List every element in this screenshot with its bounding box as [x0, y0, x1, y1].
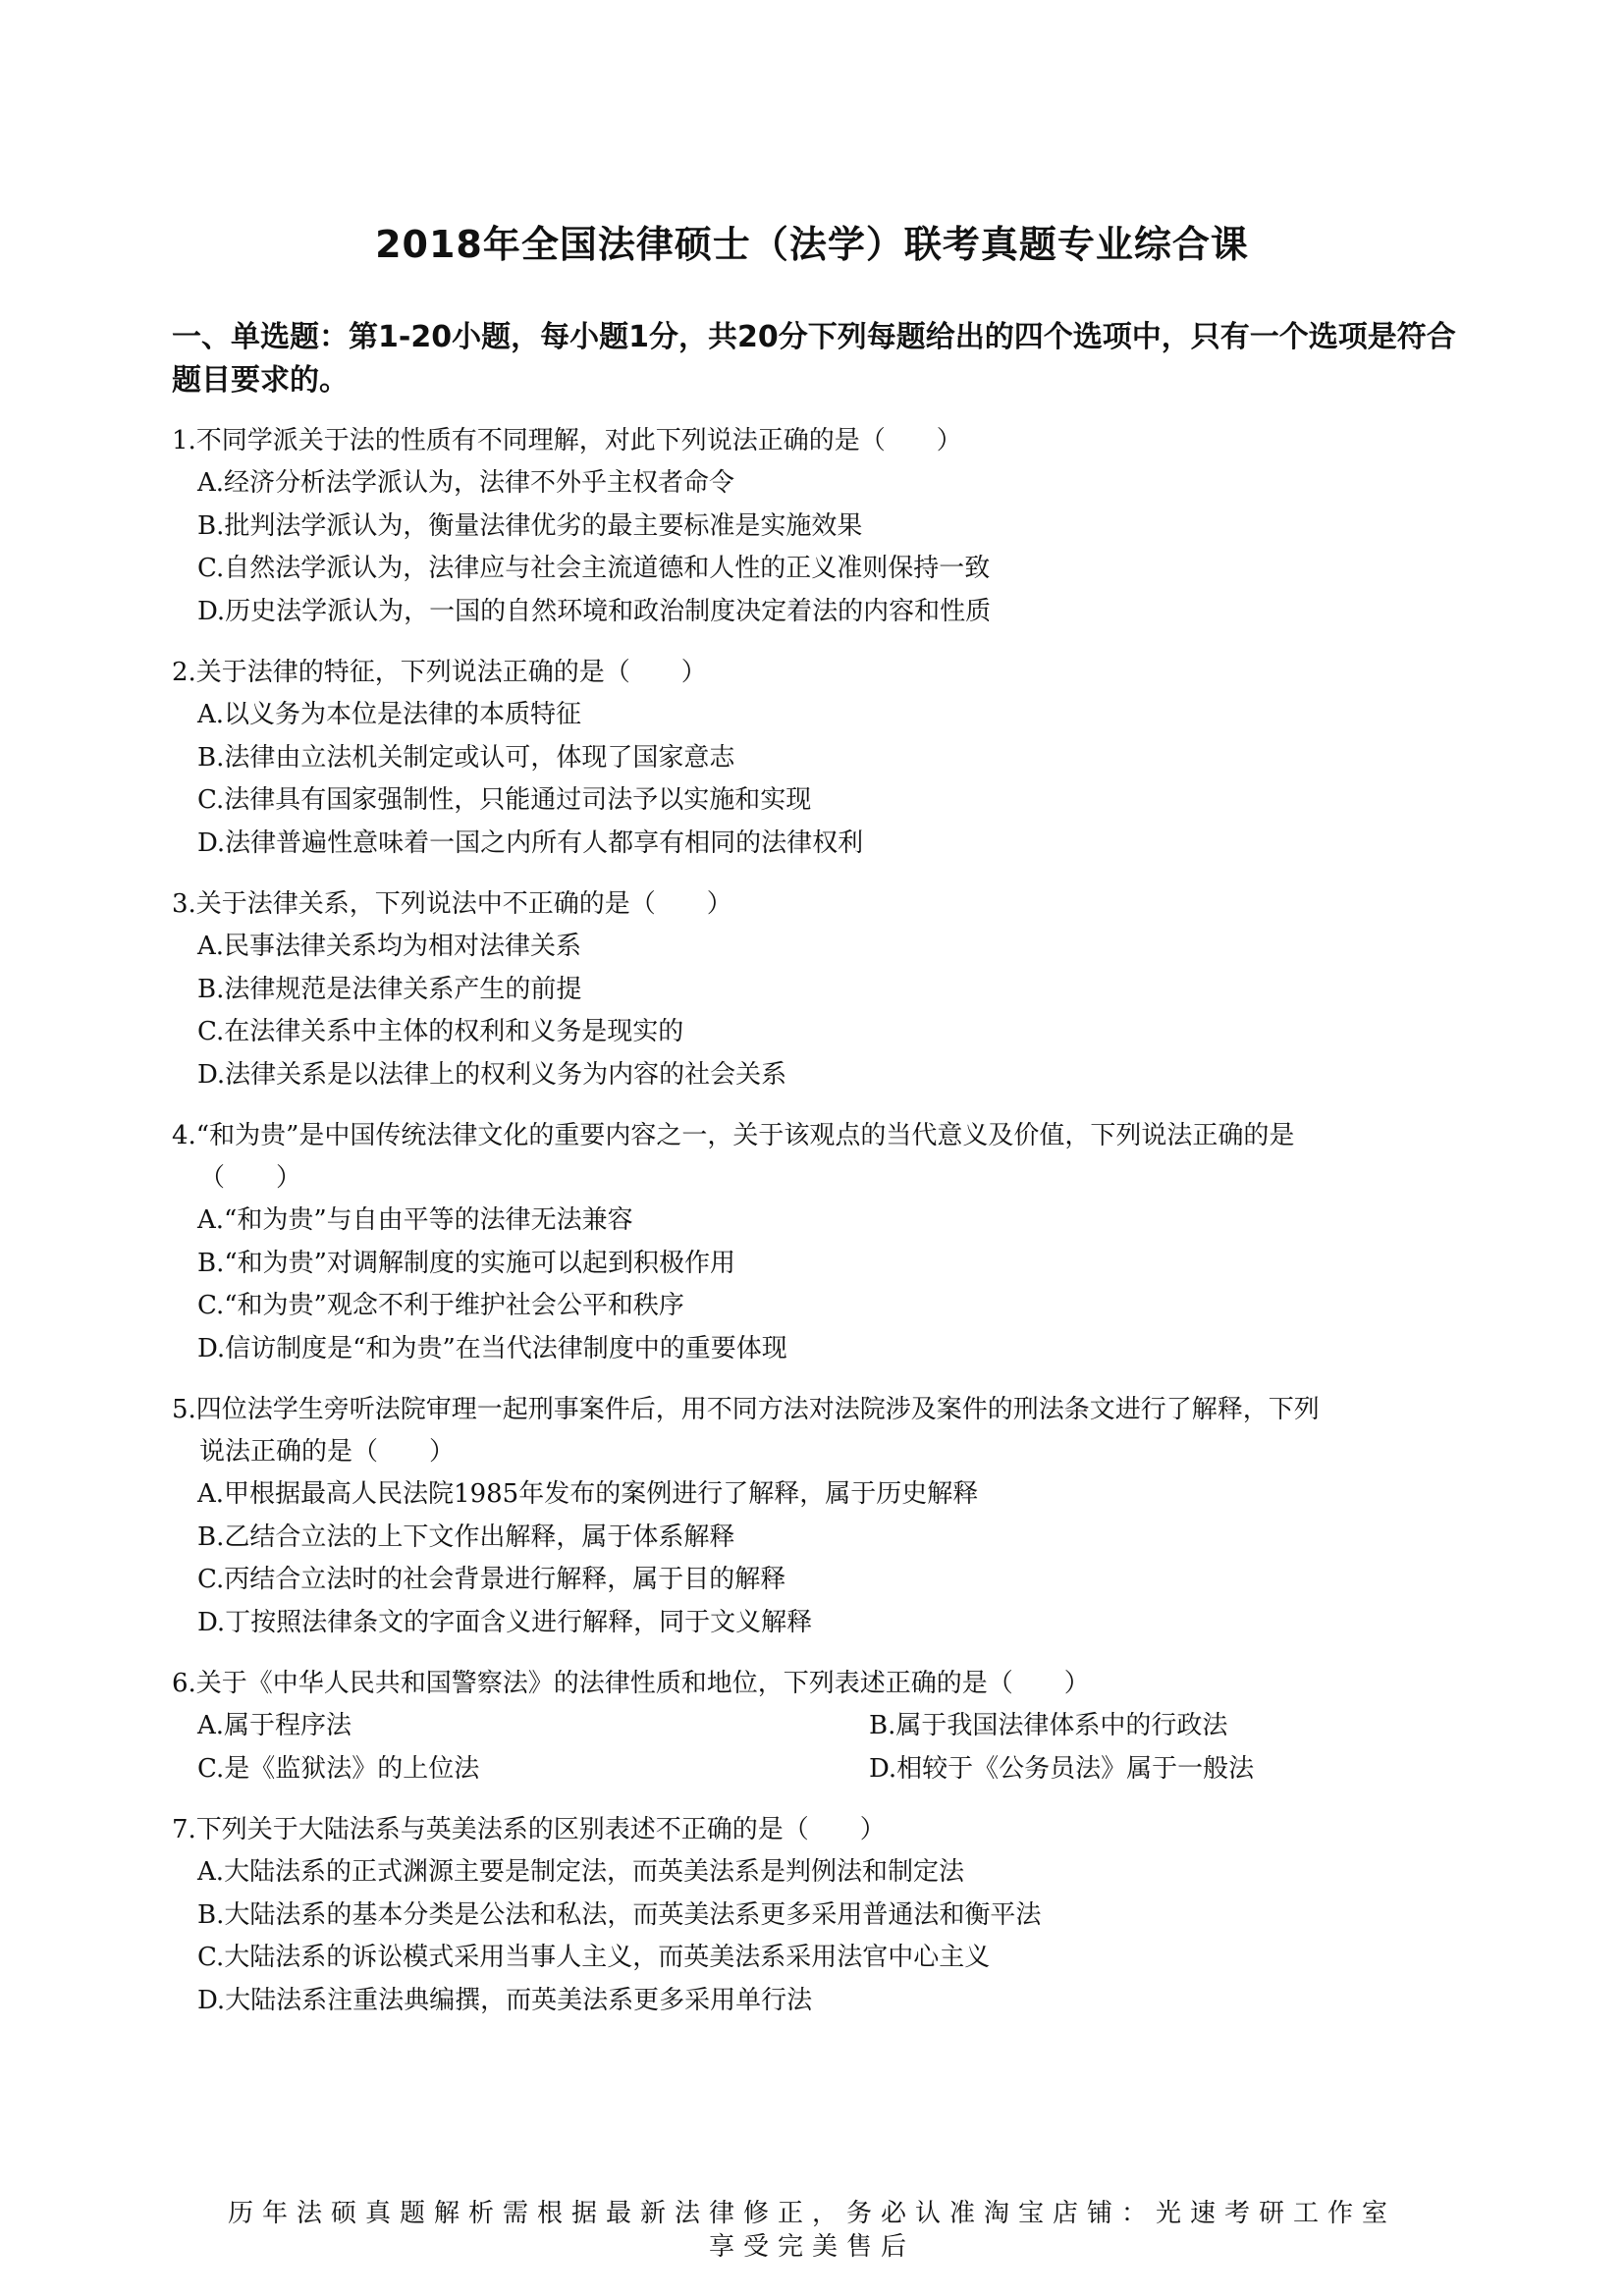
- option-b: B.大陆法系的基本分类是公法和私法，而英美法系更多采用普通法和衡平法: [197, 1899, 1042, 1930]
- footer-notice: [0, 2197, 1624, 2264]
- question-stem-continued: （ ）: [199, 1163, 302, 1193]
- question-5: [172, 1389, 1468, 1644]
- option-a: A.以义务为本位是法律的本质特征: [197, 700, 582, 729]
- question-stem: 4.“和为贵”是中国传统法律文化的重要内容之一，关于该观点的当代意义及价值，下列说法正确的是: [172, 1121, 1295, 1150]
- option-d: D.大陆法系注重法典编撰，而英美法系更多采用单行法: [197, 1985, 813, 2015]
- option-b: B.乙结合立法的上下文作出解释，属于体系解释: [197, 1522, 735, 1552]
- option-d: D.相较于《公务员法》属于一般法: [869, 1753, 1255, 1784]
- option-d: D.法律普遍性意味着一国之内所有人都享有相同的法律权利: [197, 828, 864, 858]
- question-2: [172, 652, 1468, 865]
- option-c: C.是《监狱法》的上位法: [197, 1753, 480, 1784]
- option-d: D.信访制度是“和为贵”在当代法律制度中的重要体现: [197, 1333, 787, 1363]
- option-c: C.在法律关系中主体的权利和义务是现实的: [197, 1017, 684, 1046]
- option-list: [172, 926, 1468, 1096]
- option-b: B.批判法学派认为，衡量法律优劣的最主要标准是实施效果: [197, 510, 863, 541]
- option-list: [172, 694, 1468, 865]
- option-a: A.经济分析法学派认为，法律不外乎主权者命令: [197, 468, 735, 498]
- question-stem: 6.关于《中华人民共和国警察法》的法律性质和地位，下列表述正确的是（ ）: [172, 1669, 1090, 1698]
- option-d: D.法律关系是以法律上的权利义务为内容的社会关系: [197, 1059, 787, 1090]
- option-b: B.法律由立法机关制定或认可，体现了国家意志: [197, 742, 735, 773]
- question-3: [172, 883, 1468, 1096]
- option-list: [172, 1705, 1468, 1790]
- question-4: [172, 1115, 1468, 1370]
- option-d: D.丁按照法律条文的字面含义进行解释，同于文义解释: [197, 1607, 813, 1637]
- question-stem-continued: 说法正确的是（ ）: [199, 1437, 456, 1467]
- option-b: B.法律规范是法律关系产生的前提: [197, 974, 582, 1004]
- option-a: A.民事法律关系均为相对法律关系: [197, 932, 582, 961]
- page-title: 2018年全国法律硕士（法学）联考真题专业综合课: [375, 223, 1249, 266]
- question-stem: 1.不同学派关于法的性质有不同理解，对此下列说法正确的是（ ）: [172, 426, 962, 455]
- option-c: C.自然法学派认为，法律应与社会主流道德和人性的正义准则保持一致: [197, 554, 991, 583]
- footer-line-1: 历年法硕真题解析需根据最新法律修正，务必认准淘宝店铺：光速考研工作室: [227, 2199, 1396, 2228]
- option-b: B.“和为贵”对调解制度的实施可以起到积极作用: [197, 1248, 735, 1278]
- option-list: [172, 1851, 1468, 2022]
- option-list: [172, 1473, 1468, 1644]
- question-6: [172, 1663, 1468, 1790]
- question-stem: 2.关于法律的特征，下列说法正确的是（ ）: [172, 658, 707, 687]
- option-c: C.丙结合立法时的社会背景进行解释，属于目的解释: [197, 1565, 786, 1594]
- footer-line-2: 享受完美售后: [708, 2232, 915, 2262]
- option-c: C.法律具有国家强制性，只能通过司法予以实施和实现: [197, 785, 812, 815]
- question-7: [172, 1809, 1468, 2022]
- option-a: A.属于程序法: [197, 1711, 352, 1740]
- question-list: [172, 420, 1468, 2041]
- question-stem: 3.关于法律关系，下列说法中不正确的是（ ）: [172, 889, 732, 919]
- option-list: [172, 1200, 1468, 1370]
- question-stem: 5.四位法学生旁听法院审理一起刑事案件后，用不同方法对法院涉及案件的刑法条文进行了解释，下列: [172, 1395, 1320, 1424]
- option-c: C.大陆法系的诉讼模式采用当事人主义，而英美法系采用法官中心主义: [197, 1943, 991, 1972]
- option-b: B.属于我国法律体系中的行政法: [869, 1711, 1228, 1740]
- question-1: [172, 420, 1468, 633]
- section-heading: 一、单选题：第1-20小题，每小题1分，共20分下列每题给出的四个选项中，只有一个选项是符合题目要求的。: [172, 320, 1456, 398]
- option-a: A.“和为贵”与自由平等的法律无法兼容: [197, 1205, 633, 1235]
- option-a: A.大陆法系的正式渊源主要是制定法，而英美法系是判例法和制定法: [197, 1857, 965, 1887]
- option-a: A.甲根据最高人民法院1985年发布的案例进行了解释，属于历史解释: [197, 1479, 979, 1509]
- question-stem: 7.下列关于大陆法系与英美法系的区别表述不正确的是（ ）: [172, 1815, 886, 1844]
- option-list: [172, 462, 1468, 633]
- option-c: C.“和为贵”观念不利于维护社会公平和秩序: [197, 1291, 684, 1320]
- option-d: D.历史法学派认为，一国的自然环境和政治制度决定着法的内容和性质: [197, 596, 992, 626]
